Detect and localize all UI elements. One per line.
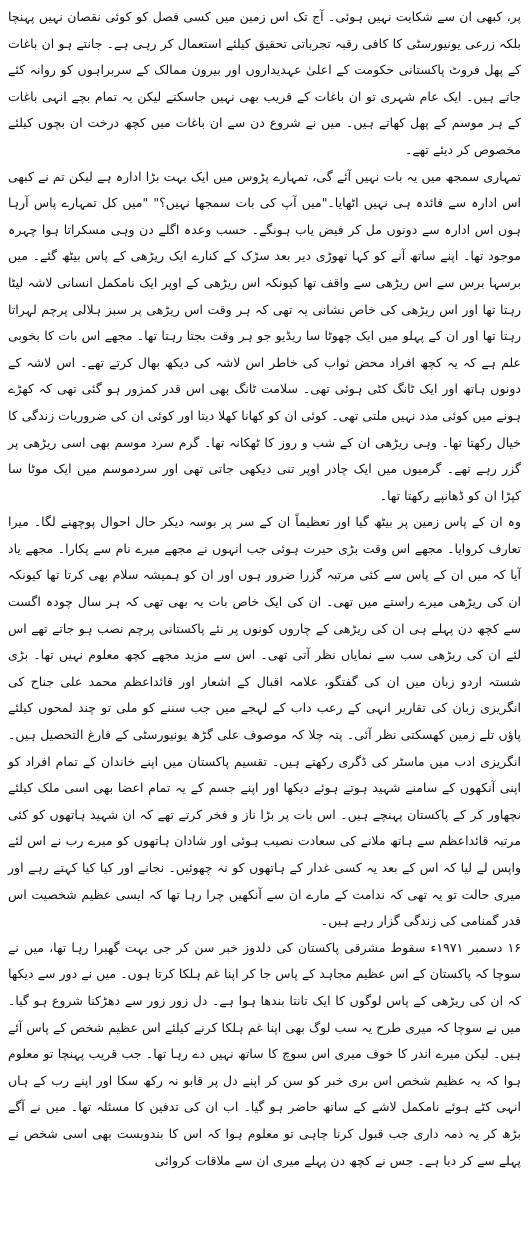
paragraph-3: وہ ان کے پاس زمین پر بیٹھ گیا اور تعظیماً ان کے سر پر بوسہ دیکر حال احوال پوچھنے لگا۔ میرا تعارف کروایا۔ مجھے اس وقت بڑی حیرت ہوئی جب انہوں نے مجھے میرے نام سے پکارا۔ مجھے یاد آیا کہ میں ان کے پاس سے کئی مرتبہ گزرا ضرور ہوں اور ان کو ہمیشہ سلام بھی کرتا تھا کیونکہ ان کی ریڑھی میرے راستے میں تھی۔ ان کی ایک خاص بات یہ بھی تھی کہ ہر سال چودہ اگست سے کچھ دن پہلے ہی ان کی ریڑھی کے چاروں کونوں پر نئے پاکستانی پرچم نصب ہو جاتے تھے اس لئے ان کی ریڑھی سب سے نمایاں نظر آتی تھی۔ اس سے مزید مجھے کچھ معلوم نہیں تھا۔ بڑی شستہ اردو زبان میں ان کی گفتگو، علامہ اقبال کے اشعار اور قائداعظم محمد علی جناح کی انگریزی زبان کی تقاریر انہی کے رعب داب کے لہجے میں جب سننے کو ملی تو چند لمحوں کیلئے پاؤں تلے زمین کھسکتی نظر آئی۔ پتہ چلا کہ موصوف علی گڑھ یونیورسٹی کے فارغ التحصیل ہیں۔ انگریزی ادب میں ماسٹر کی ڈگری رکھتے ہیں۔ تقسیم پاکستان میں اپنے خاندان کے تمام افراد کو اپنی آنکھوں کے سامنے شہید ہوتے ہوئے دیکھا اور اپنے جسم کے یہ تمام اعضا بھی اسی ملک کیلئے نچھاور کر کے پاکستان پہنچے ہیں۔ اس بات پر بڑا ناز و فخر کرتے تھے کہ ان شہید ہاتھوں کو کئی مرتبہ قائداعظم سے ہاتھ ملانے کی سعادت نصیب ہوئی اور شادان ہاتھوں کو میرے رب نے اس لئے واپس لے لیا کہ اس کے بعد یہ کسی غدار کے ہاتھوں کو نہ چھوئیں۔ نجانے اور کیا کیا کہتے رہے اور میری حالت تو یہ تھی کہ ندامت کے مارے ان سے آنکھیں چرا رہا تھا کہ ایسی عظیم شخصیت اس قدر گمنامی کی زندگی گزار رہے ہیں۔: [8, 514, 521, 929]
paragraph-1: پر، کبھی ان سے شکایت نہیں ہوئی۔ آج تک اس زمین میں کسی فصل کو کوئی نقصان نہیں پہنچا بلکہ زرعی یونیورسٹی کا کافی رقبہ تجرباتی تحقیق کیلئے استعمال کر رہی ہے۔ جانتے ہو ان باغات کے پھل فروٹ پاکستانی حکومت کے اعلیٰ عہدیداروں اور بیرون ممالک کے سربراہوں کو روانہ کئے جاتے ہیں۔ ایک عام شہری تو ان باغات کے قریب بھی نہیں جاسکتے لیکن یہ تمام بچے انہی باغات کے ہر موسم کے پھل کھاتے ہیں۔ میں نے شروع دن سے ان باغات میں کچھ درخت ان بچوں کیلئے مخصوص کر دیئے تھے۔: [8, 9, 521, 157]
paragraph-4: ۱۶ دسمبر ۱۹۷۱ء سقوط مشرقی پاکستان کی دلدوز خبر سن کر جی بہت گھبرا رہا تھا، میں نے سوچا کہ پاکستان کے اس عظیم مجاہد کے پاس جا کر اپنا غم ہلکا کرتا ہوں۔ میں نے دور سے دیکھا کہ ان کی ریڑھی کے پاس لوگوں کا ایک تانتا بندھا ہوا ہے۔ دل زور زور سے دھڑکنا شروع ہو گیا۔ میں نے سوچا کہ میری طرح یہ سب لوگ بھی اپنا غم ہلکا کرنے کیلئے اس عظیم شخص کے پاس آئے ہیں۔ لیکن میرے اندر کا خوف میری اس سوچ کا ساتھ نہیں دے رہا تھا۔ جب قریب پہنچا تو معلوم ہوا کہ یہ عظیم شخص اس بری خبر کو سن کر اپنے دل پر قابو نہ رکھ سکا اور اپنے رب کے ہاں انہی کٹے ہوئے نامکمل لاشے کے ساتھ حاضر ہو گیا۔ اب ان کی تدفین کا مسئلہ تھا۔ میں نے آگے بڑھ کر یہ ذمہ داری جب قبول کرنا چاہی تو معلوم ہوا کہ اس کا بندوبست بھی اسی شخص نے پہلے سے کر دیا ہے۔ جس نے کچھ دن پہلے میری ان سے ملاقات کروائی: [8, 939, 521, 1168]
paragraph-2: تمہاری سمجھ میں یہ بات نہیں آئے گی، تمہارے پڑوس میں ایک بہت بڑا ادارہ ہے لیکن تم نے کبھی اس ادارہ سے فائدہ ہی نہیں اٹھایا۔"میں آپ کی بات سمجھا نہیں؟" "میں کل تمہارے پاس آرہا ہوں اس ادارہ سے دونوں مل کر فیض یاب ہونگے۔ حسب وعدہ اگلے دن وہی مسکراتا ہوا چہرہ موجود تھا۔ اپنے ساتھ آنے کو کہا تھوڑی دیر بعد سڑک کے کنارے ایک ریڑھی کے پاس بیٹھ گئے۔ میں برسہا برس سے اس ریڑھی سے واقف تھا کیونکہ اس ریڑھی کے اوپر ایک نامکمل انسانی لاشہ لیٹا رہتا تھا اور اس ریڑھی کی خاص نشانی یہ تھی کہ ہر وقت اس ریڑھی پر سبز ہلالی پرچم لہراتا رہتا تھا اور ان کے پہلو میں ایک چھوٹا سا ریڈیو جو ہر وقت بجتا رہتا تھا۔ مجھے اس بات کا بخوبی علم ہے کہ یہ کچھ افراد محض ثواب کی خاطر اس لاشہ کی دیکھ بھال کرتے تھے۔ اس لاشہ کے دونوں ہاتھ اور ایک ٹانگ کٹی ہوئی تھی۔ سلامت ٹانگ بھی اس قدر کمزور ہو گئی تھی کہ کھڑے ہونے میں کوئی مدد نہیں ملتی تھی۔ کوئی ان کو کھانا کھلا دیتا اور کوئی ان کی ضروریات زندگی کا خیال رکھتا تھا۔ وہی ریڑھی ان کے شب و روز کا ٹھکانہ تھا۔ گرم سرد موسم بھی اسی ریڑھی پر گزر رہے تھے۔ گرمیوں میں ایک چادر اوپر تنی دیکھی جاتی تھی اور سردموسم میں ایک موٹا سا کپڑا ان کو ڈھانپے رکھتا تھا۔: [8, 168, 521, 503]
